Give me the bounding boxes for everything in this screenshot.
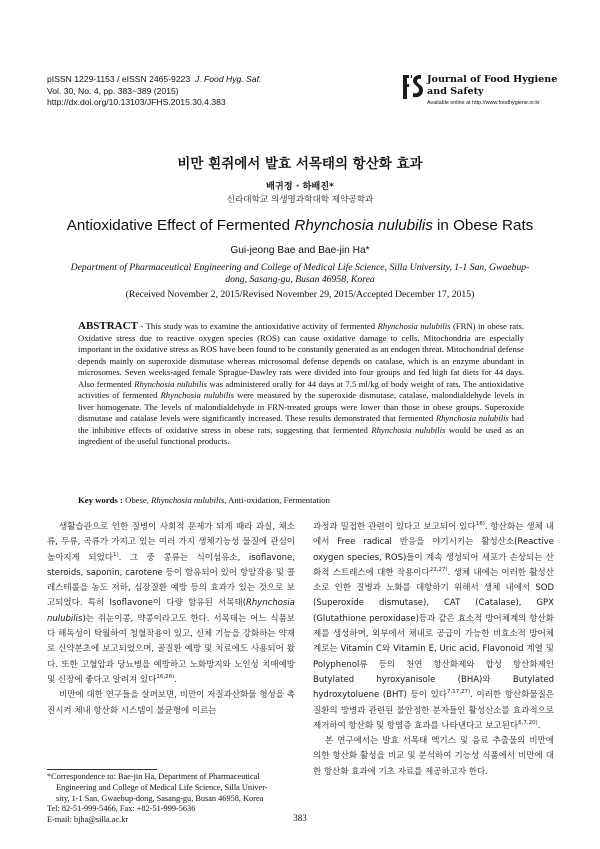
body-text: . (537, 720, 541, 731)
authors-english: Gui-jeong Bae and Bae-jin Ha* (230, 245, 370, 256)
authors-korean: 배귀정 · 하배진* (266, 181, 334, 192)
footnote-line: Engineering and College of Medical Life Science, Silla Univer- (56, 782, 268, 792)
journal-url[interactable]: Available online at http://www.foodhygiene.or.kr (427, 100, 540, 106)
abstract-species: Rhynchosia nulubilis (435, 413, 509, 424)
abstract-text: had the inhibitive effects of oxidative stress in obese rats, suggesting that fermented (78, 413, 524, 435)
footnote-line: sity, 1-1 San, Gwaebup-dong, Sasang-gu, Busan 46958, Korea (56, 793, 264, 803)
body-text: . 항산화는 생체 내에서 Free radical 반응을 야기시키는 활성산소(Reactive oxygen species, ROS)들이 계속 생성되어 세포가 손상되는 산화적 스트레스에 대한 작용이다 (313, 522, 554, 578)
abstract-species: Rhynchosia nulubilis (160, 390, 235, 401)
reference-citation: 6,7,20) (518, 720, 538, 727)
footnote-divider (47, 769, 157, 770)
title-korean: 비만 흰쥐에서 발효 서목태의 항산화 효과 (177, 156, 423, 172)
title-english-pre: Antioxidative Effect of Fermented (66, 217, 295, 234)
abstract-text: would be used as an ingredient of the useful functional products. (78, 424, 524, 447)
keywords (78, 495, 524, 505)
body-column-right (313, 520, 554, 780)
body-paragraph: 본 연구에서는 발효 서목태 엑기스 및 음료 추출물의 비만에 의한 항산화 활성을 비교 및 분석하여 기능성 식품에서 비만에 대한 항산화 효과에 기초 자료를 제공하고자 한다. (313, 736, 554, 777)
keywords-text: , Anti-oxidation, Fermentation (224, 495, 330, 505)
keywords-text: Obese, (122, 495, 152, 505)
abstract-species: Rhynchosia nulubilis (134, 378, 208, 389)
affiliation-english: Department of Pharmaceutical Engineering and College of Medical Life Science, Silla University, 1-1 San, Gwaebup-dong, Sasang-gu, Busan 46958, Korea (70, 262, 530, 285)
journal-header (47, 74, 261, 109)
body-text: . 그 중 콩류는 식이섬유소, isoflavone, steroids, saponin, carotene 등이 함유되어 있어 항암작용 및 콜레스테롤을 농도 저하, 심장질환 예방 등의 효과가 있는 것으로 보고되었다. 특히 Isoflavone이 다량 함유된 서목태( (47, 552, 295, 609)
reference-citation: 22,27) (429, 567, 448, 574)
doi-link[interactable]: http://dx.doi.org/10.13103/JFHS.2015.30.4.383 (47, 97, 226, 107)
keywords-label: Key words : (78, 495, 123, 505)
title-english (0, 217, 600, 234)
body-species: Rhynchosia nulubilis (47, 598, 295, 624)
abstract-text: - This study was to examine the antioxidative activity of fermented (137, 321, 378, 331)
body-column-left (47, 520, 295, 719)
footnote-line: *Correspondence to: Bae-jin Ha, Department of Pharmaceutical (47, 772, 260, 781)
abstract-species: Rhynchosia nulubilis (371, 424, 446, 435)
page-number: 383 (293, 813, 307, 823)
reference-citation: 16,26) (156, 674, 175, 681)
journal-logo (400, 72, 580, 112)
abstract-text: were measured by the superoxide dismutase, catalase, malondialdehyde levels in liver homogenate. The levels of malondialdehyde in FRN-treated groups were lower than those in obese groups. Superoxide dismutase and catalase levels were significantly increased. These results demonstrated that fermented (78, 390, 524, 424)
abstract (78, 321, 524, 448)
body-text: 생활습관으로 인한 질병이 사회적 문제가 되게 때라 과실, 채소류, 두류, 곡류가 가지고 있는 여러 가지 생체기능성 물질에 관심이 높아지게 되었다 (47, 522, 295, 563)
journal-abbrev: J. Food Hyg. Saf. (194, 74, 262, 84)
volume-info: Vol. 30, No. 4, pp. 383~389 (2015) (47, 85, 179, 96)
footnote-email[interactable]: E-mail: bjha@silla.ac.kr (47, 815, 129, 825)
body-paragraph (47, 520, 295, 688)
footnote-line: Tel: 82-51-999-5466, Fax: +82-51-999-5636 (47, 804, 196, 814)
abstract-label: ABSTRACT (78, 320, 138, 332)
journal-logo-title: Journal of Food Hygiene and Safety (427, 74, 558, 97)
affiliation-korean: 신라대학교 의생명과학대학 제약공학과 (226, 195, 374, 205)
received-dates: (Received November 2, 2015/Revised November 29, 2015/Accepted December 17, 2015) (125, 289, 475, 300)
body-text: . 생체 내에는 이러한 활성산소로 인한 질병과 노화를 대항하기 위해서 생체 내에서 SOD (Superoxide dismutase), CAT (Catalase), GPX (Glutathione peroxidase)등과 같은 효소적 방어체계의 항산화제를 생성하며, 외부에서 체내로 공급이 가능한 비효소적 방어체계로는 Vitamin C와 Vitamin E, Uric acid, Flavonoid 계열 및 Polyphenol류 등의 천연 항산화제와 합성 항산화제인 Butylated hyroxyanisole (BHA)와 Butylated hydroxytoluene (BHT) 등이 있다 (313, 567, 554, 701)
body-text: )는 쥐눈이콩, 약콩이라고도 한다. 서목태는 어느 식품보다 해독성이 탁월하여 청혈작용이 있고, 신체 기능을 강화하는 약재로 신약본초에 보고되었으며, 골질환 예방 및 치료에도 사용되어 왔다. 또한 고혈압과 당뇨병을 예방하고 노화방지와 노인성 치매예방 및 신장에 좋다고 알려져 있다 (47, 613, 295, 685)
body-paragraph: 비만에 대한 연구들을 살펴보면, 비만이 저질과산화물 형성을 촉진시켜 체내 항산화 시스템이 불균형에 이르는 (47, 690, 295, 716)
issn: pISSN 1229-1153 / eISSN 2465-9223 (47, 74, 191, 84)
reference-citation: 18) (475, 521, 485, 528)
journal-logo-icon (400, 72, 424, 102)
title-english-post: in Obese Rats (432, 217, 534, 234)
body-text: . 이러한 항산화물질은 질환의 방병과 관련된 불안정한 분자들인 활성산소를 효과적으로 제거하여 항산화 및 항염증 효과를 나타낸다고 보고된다 (313, 690, 554, 731)
reference-citation: 7,17,27) (447, 689, 471, 696)
title-english-species: Rhynchosia nulubilis (294, 217, 433, 234)
abstract-text: was administered orally for 44 days at 7.5 ml/kg of body weight of rats. The antioxidative activities of fermented (78, 378, 524, 401)
body-text: . (174, 674, 177, 685)
abstract-text: (FRN) in obese rats. Oxidative stress due to reactive oxygen species (ROS) can cause oxidative damage to cells. Mitochondria are especially important in the oxidative stress as ROS have been found to be constantly generated as an endogen threat. Mitochondrial defense depends mainly on superoxide dismutase whereas microsomal defense depends on catalase, which is an enzyme abundant in microsomes. Seven weeks-aged female Sprague-Dawley rats were divided into four groups and fed high fat diets for 44 days. Also fermented (78, 321, 524, 389)
body-text: 과정과 밀접한 관련이 있다고 보고되어 있다 (313, 522, 476, 532)
reference-citation: 1) (113, 551, 119, 558)
keywords-species: Rhynchosia nulubilis (151, 495, 225, 505)
body-paragraph (313, 520, 554, 734)
abstract-species: Rhynchosia nulubilis (377, 321, 451, 331)
